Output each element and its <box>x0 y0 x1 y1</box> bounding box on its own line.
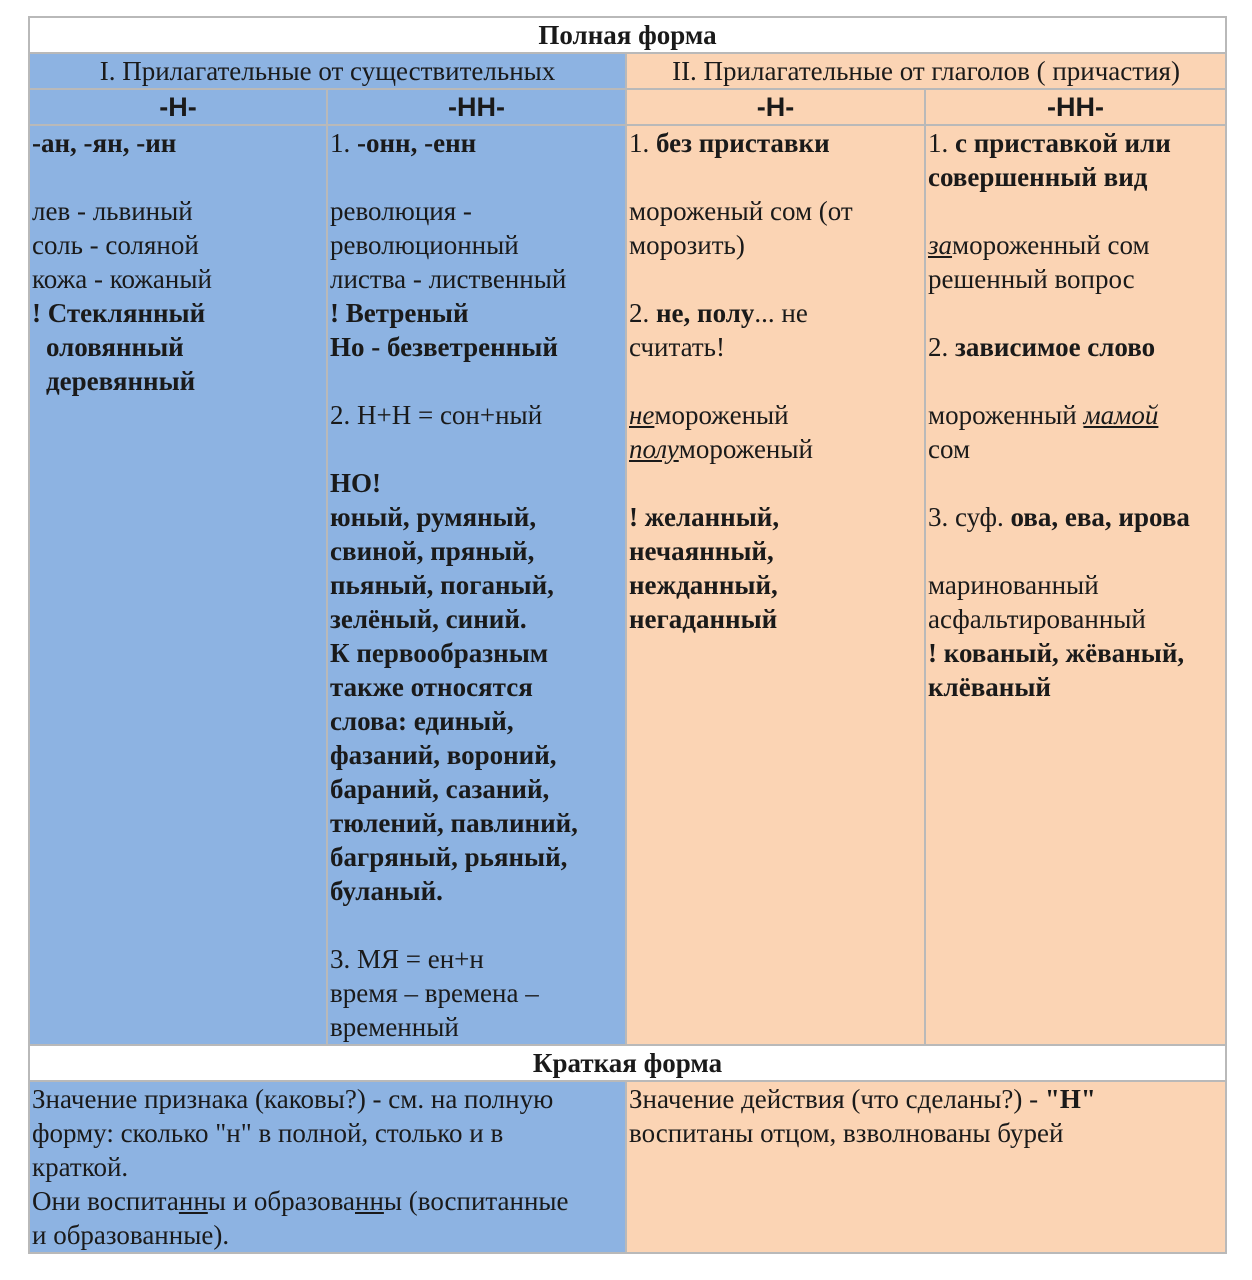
list-item: нежданный, <box>629 570 778 600</box>
example: асфальтированный <box>928 604 1146 634</box>
group-header-nouns: I. Прилагательные от существительных <box>29 53 626 89</box>
rules-table-wrapper <box>28 16 1225 1254</box>
example: время – времена – <box>330 978 539 1008</box>
cell-verbs-n <box>626 125 925 1045</box>
exception: оловянный <box>46 332 184 362</box>
list-item: тюлений, павлиний, <box>330 808 578 838</box>
exception: клёваный <box>928 672 1051 702</box>
example: временный <box>330 1012 459 1042</box>
example: полумороженый <box>629 434 813 464</box>
exception: деревянный <box>46 366 196 396</box>
example: мороженный мамой <box>928 400 1159 430</box>
example: соль - соляной <box>32 230 199 260</box>
exception: ! Стеклянный <box>32 298 206 328</box>
example: революция - <box>330 196 472 226</box>
list-item: юный, румяный, <box>330 502 537 532</box>
rule-2: 2. зависимое слово <box>928 332 1156 362</box>
exception: ! Ветреный <box>330 298 469 328</box>
example: лев - львиный <box>32 196 193 226</box>
list-item: нечаянный, <box>629 536 774 566</box>
rule-1: 1. с приставкой или <box>928 128 1171 158</box>
rule-3: 3. МЯ = ен+н <box>330 944 484 974</box>
rule-1: 1. без приставки <box>629 128 830 158</box>
cell-verbs-nn <box>925 125 1226 1045</box>
example: немороженый <box>629 400 789 430</box>
text-line: Значение действия (что сделаны?) - "Н" <box>629 1084 1096 1114</box>
list-item: К первообразным <box>330 638 549 668</box>
rules-table <box>28 16 1227 1254</box>
example: мороженый сом (от <box>629 196 853 226</box>
list-item: бараний, сазаний, <box>330 774 550 804</box>
list-item: зелёный, синий. <box>330 604 527 634</box>
list-item: негаданный <box>629 604 778 634</box>
exception: ! кованый, жёваный, <box>928 638 1185 668</box>
text-line: Они воспитанны и образованны (воспитанные <box>32 1186 569 1216</box>
col-header-nn-2: -НН- <box>925 89 1226 125</box>
col-header-nn-1: -НН- <box>327 89 626 125</box>
full-form-header: Полная форма <box>29 17 1226 53</box>
text-line: форму: сколько "н" в полной, столько и в <box>32 1118 504 1148</box>
list-item: ! желанный, <box>629 502 780 532</box>
suffix-rule: -ан, -ян, -ин <box>32 128 177 158</box>
rule-2: 2. Н+Н = сон+ный <box>330 400 543 430</box>
list-item: фазаний, вороний, <box>330 740 557 770</box>
text-line: воспитаны отцом, взволнованы бурей <box>629 1118 1064 1148</box>
rule-3: 3. суф. ова, ева, ирова <box>928 502 1190 532</box>
example: маринованный <box>928 570 1099 600</box>
rule-2-cont: считать! <box>629 332 725 362</box>
cell-nouns-n <box>29 125 327 1045</box>
list-item: багряный, рьяный, <box>330 842 568 872</box>
short-form-adjectives <box>29 1081 626 1253</box>
example: замороженный сом <box>928 230 1150 260</box>
text-line: Значение признака (каковы?) - см. на полную <box>32 1084 554 1114</box>
example: решенный вопрос <box>928 264 1135 294</box>
list-item: пьяный, поганый, <box>330 570 554 600</box>
col-header-n-2: -Н- <box>626 89 925 125</box>
short-form-participles <box>626 1081 1226 1253</box>
text-line: и образованные). <box>32 1220 230 1250</box>
text-line: краткой. <box>32 1152 129 1182</box>
rule-1: 1. -онн, -енн <box>330 128 477 158</box>
rule-2: 2. не, полу... не <box>629 298 808 328</box>
example: кожа - кожаный <box>32 264 212 294</box>
example: сом <box>928 434 971 464</box>
example: листва - лиственный <box>330 264 567 294</box>
rule-1-cont: совершенный вид <box>928 162 1148 192</box>
list-item: также относятся <box>330 672 533 702</box>
example: революционный <box>330 230 519 260</box>
col-header-n-1: -Н- <box>29 89 327 125</box>
list-item: свиной, пряный, <box>330 536 535 566</box>
but-label: НО! <box>330 468 381 498</box>
list-item: слова: единый, <box>330 706 514 736</box>
group-header-verbs: II. Прилагательные от глаголов ( причастия) <box>626 53 1226 89</box>
example: морозить) <box>629 230 745 260</box>
short-form-header: Краткая форма <box>29 1045 1226 1081</box>
list-item: буланый. <box>330 876 443 906</box>
exception: Но - безветренный <box>330 332 558 362</box>
cell-nouns-nn <box>327 125 626 1045</box>
